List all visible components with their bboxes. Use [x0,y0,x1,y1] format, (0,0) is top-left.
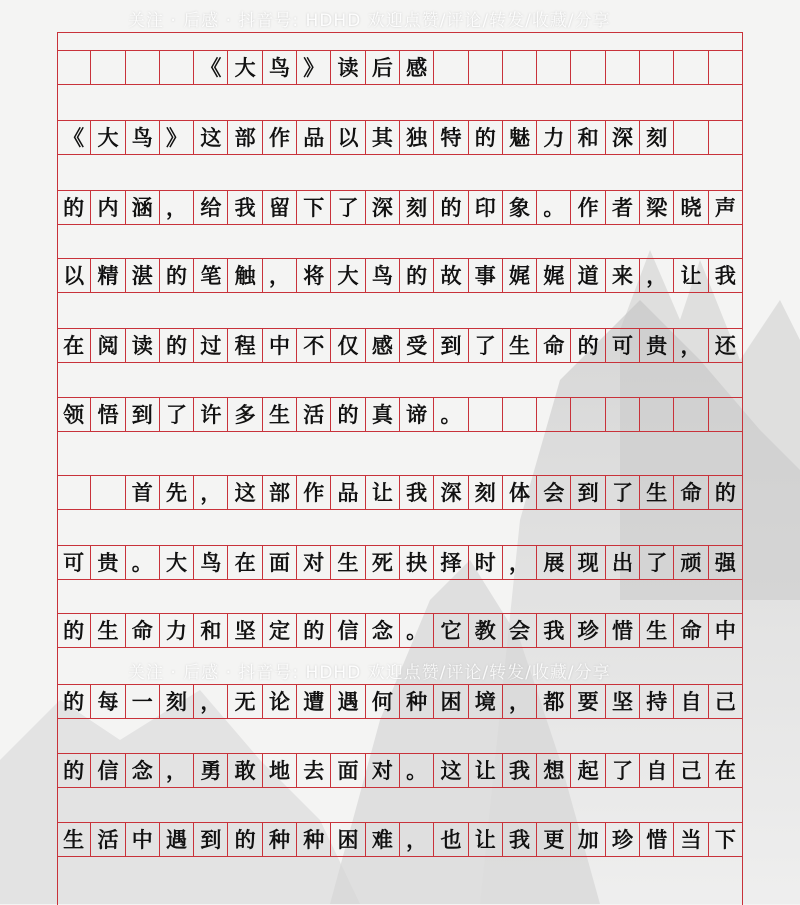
character-cell: 让 [469,822,503,856]
empty-cell [503,50,537,84]
character-cell: 生 [263,397,297,431]
character-cell: 刻 [160,684,194,718]
grid-rule [57,431,743,432]
character-cell: 持 [640,684,674,718]
character-cell: 声 [709,190,743,224]
character-cell: 每 [91,684,125,718]
character-cell: 在 [709,753,743,787]
empty-cell [674,120,708,154]
character-cell: 地 [263,753,297,787]
character-cell: 道 [572,258,606,292]
character-cell: 生 [503,328,537,362]
character-cell: 深 [606,120,640,154]
character-cell: 》 [160,120,194,154]
character-cell: 现 [572,545,606,579]
watermark-middle: 关注 · 后感 · 抖音号: HDHD 欢迎点赞/评论/转发/收藏/分享 [128,663,611,683]
grid-rule [57,292,743,293]
character-cell: 的 [160,328,194,362]
character-cell: 中 [263,328,297,362]
character-cell: 命 [674,613,708,647]
character-cell: 和 [194,613,228,647]
character-cell: 先 [160,475,194,509]
character-cell: 悟 [91,397,125,431]
empty-cell [709,120,743,154]
empty-cell [160,50,194,84]
character-cell: ， [640,258,674,292]
character-cell: 面 [331,753,365,787]
grid-rule [57,856,743,857]
character-cell: 困 [434,684,468,718]
character-cell: 定 [263,613,297,647]
character-cell: 刻 [640,120,674,154]
character-cell: 遭 [297,684,331,718]
character-cell: 将 [297,258,331,292]
character-cell: 了 [606,753,640,787]
character-cell: 。 [434,397,468,431]
character-cell: 可 [57,545,91,579]
character-cell: 它 [434,613,468,647]
character-cell: ， [160,753,194,787]
character-cell: 大 [229,50,263,84]
character-cell: 仅 [331,328,365,362]
character-cell: 这 [434,753,468,787]
character-cell: 可 [606,328,640,362]
grid-rule [57,362,743,363]
character-cell: 命 [674,475,708,509]
character-cell: 我 [537,613,571,647]
character-cell: 的 [400,258,434,292]
character-cell: 。 [400,613,434,647]
empty-cell [606,397,640,431]
character-cell: 娓 [537,258,571,292]
character-cell: 的 [297,613,331,647]
watermark-top: 关注 · 后感 · 抖音号: HDHD 欢迎点赞/评论/转发/收藏/分享 [128,11,611,31]
character-cell: 到 [194,822,228,856]
character-cell: 和 [572,120,606,154]
character-cell: 惜 [606,613,640,647]
character-cell: 受 [400,328,434,362]
character-cell: 遇 [160,822,194,856]
character-cell: 这 [229,475,263,509]
character-cell: 面 [263,545,297,579]
character-cell: 中 [709,613,743,647]
character-cell: 体 [503,475,537,509]
character-cell: 种 [400,684,434,718]
character-cell: 精 [91,258,125,292]
character-cell: 鸟 [194,545,228,579]
empty-cell [469,397,503,431]
character-cell: 领 [57,397,91,431]
character-cell: 的 [434,190,468,224]
text-row [57,397,743,431]
character-cell: 阅 [91,328,125,362]
character-cell: ， [400,822,434,856]
character-cell: 让 [366,475,400,509]
empty-cell [57,50,91,84]
character-cell: 鸟 [263,50,297,84]
character-cell: 感 [400,50,434,84]
empty-cell [91,475,125,509]
character-cell: 生 [57,822,91,856]
character-cell: 许 [194,397,228,431]
character-cell: 还 [709,328,743,362]
text-row [57,753,743,787]
character-cell: 在 [57,328,91,362]
character-cell: 其 [366,120,400,154]
character-cell: 的 [709,475,743,509]
grid-rule [57,154,743,155]
empty-cell [674,397,708,431]
character-cell: 信 [91,753,125,787]
character-cell: 对 [366,753,400,787]
character-cell: 贵 [91,545,125,579]
character-cell: 刻 [469,475,503,509]
empty-cell [640,397,674,431]
grid-rule [57,787,743,788]
empty-cell [537,397,571,431]
text-row [57,475,743,509]
character-cell: 抉 [400,545,434,579]
character-cell: 留 [263,190,297,224]
character-cell: 的 [160,258,194,292]
character-cell: 了 [606,475,640,509]
empty-cell [572,50,606,84]
character-cell: 念 [366,613,400,647]
character-cell: ， [503,684,537,718]
character-cell: 魅 [503,120,537,154]
character-cell: 无 [229,684,263,718]
character-cell: 《 [194,50,228,84]
text-row [57,684,743,718]
character-cell: 晓 [674,190,708,224]
character-cell: 读 [331,50,365,84]
character-cell: ， [263,258,297,292]
character-cell: 到 [434,328,468,362]
character-cell: 在 [229,545,263,579]
character-cell: 。 [400,753,434,787]
character-cell: 种 [263,822,297,856]
character-cell: 去 [297,753,331,787]
character-cell: 己 [674,753,708,787]
character-cell: 我 [503,753,537,787]
character-cell: ， [674,328,708,362]
character-cell: 时 [469,545,503,579]
character-cell: 真 [366,397,400,431]
character-cell: 我 [400,475,434,509]
character-cell: 难 [366,822,400,856]
text-row [57,328,743,362]
character-cell: 品 [331,475,365,509]
empty-cell [537,50,571,84]
character-cell: 择 [434,545,468,579]
character-cell: 下 [297,190,331,224]
character-cell: 的 [57,613,91,647]
character-cell: 涵 [126,190,160,224]
text-row [57,120,743,154]
character-cell: 事 [469,258,503,292]
character-cell: 加 [572,822,606,856]
character-cell: 以 [331,120,365,154]
character-cell: 的 [572,328,606,362]
character-cell: 何 [366,684,400,718]
character-cell: 了 [640,545,674,579]
character-cell: 程 [229,328,263,362]
character-cell: 我 [709,258,743,292]
character-cell: 的 [57,753,91,787]
grid-rule [57,84,743,85]
character-cell: ， [503,545,537,579]
character-cell: 了 [160,397,194,431]
character-cell: 到 [572,475,606,509]
character-cell: 以 [57,258,91,292]
empty-cell [503,397,537,431]
character-cell: 也 [434,822,468,856]
character-cell: 不 [297,328,331,362]
character-cell: 象 [503,190,537,224]
empty-cell [606,50,640,84]
character-cell: 珍 [572,613,606,647]
character-cell: 想 [537,753,571,787]
character-cell: 部 [229,120,263,154]
character-cell: 印 [469,190,503,224]
empty-cell [126,50,160,84]
empty-cell [709,50,743,84]
character-cell: 活 [91,822,125,856]
character-cell: 死 [366,545,400,579]
character-cell: 让 [674,258,708,292]
character-cell: 命 [126,613,160,647]
character-cell: 后 [366,50,400,84]
text-row [57,258,743,292]
character-cell: 鸟 [366,258,400,292]
character-cell: 要 [572,684,606,718]
character-cell: 的 [57,190,91,224]
character-cell: 遇 [331,684,365,718]
grid-rule [57,579,743,580]
character-cell: 深 [434,475,468,509]
character-cell: 生 [331,545,365,579]
character-cell: 内 [91,190,125,224]
character-cell: 会 [503,613,537,647]
character-cell: 对 [297,545,331,579]
character-cell: 这 [194,120,228,154]
character-cell: 故 [434,258,468,292]
character-cell: 《 [57,120,91,154]
character-cell: 大 [91,120,125,154]
character-cell: 惜 [640,822,674,856]
character-cell: 多 [229,397,263,431]
grid-rule [57,509,743,510]
character-cell: 坚 [229,613,263,647]
character-cell: 教 [469,613,503,647]
empty-cell [469,50,503,84]
character-cell: 强 [709,545,743,579]
character-cell: 鸟 [126,120,160,154]
text-row [57,190,743,224]
character-cell: 给 [194,190,228,224]
grid-rule [57,224,743,225]
character-cell: 当 [674,822,708,856]
character-cell: 大 [331,258,365,292]
character-cell: 命 [537,328,571,362]
text-row [57,822,743,856]
character-cell: 信 [331,613,365,647]
empty-cell [91,50,125,84]
character-cell: 下 [709,822,743,856]
empty-cell [674,50,708,84]
empty-cell [709,397,743,431]
character-cell: 会 [537,475,571,509]
character-cell: 让 [469,753,503,787]
character-cell: 的 [331,397,365,431]
character-cell: 坚 [606,684,640,718]
character-cell: 活 [297,397,331,431]
character-cell: 生 [640,475,674,509]
character-cell: 者 [606,190,640,224]
character-cell: 自 [640,753,674,787]
empty-cell [572,397,606,431]
empty-cell [434,50,468,84]
character-cell: ， [160,190,194,224]
character-cell: 品 [297,120,331,154]
character-cell: 论 [263,684,297,718]
character-cell: 到 [126,397,160,431]
character-cell: 。 [126,545,160,579]
character-cell: 的 [57,684,91,718]
character-cell: 己 [709,684,743,718]
character-cell: 展 [537,545,571,579]
character-cell: 读 [126,328,160,362]
character-cell: 种 [297,822,331,856]
character-cell: 的 [229,822,263,856]
character-cell: 我 [503,822,537,856]
character-cell: 顽 [674,545,708,579]
text-row [57,545,743,579]
character-cell: 更 [537,822,571,856]
character-cell: 湛 [126,258,160,292]
character-cell: 自 [674,684,708,718]
character-cell: 困 [331,822,365,856]
character-cell: ， [194,684,228,718]
character-cell: 生 [640,613,674,647]
character-cell: 勇 [194,753,228,787]
empty-cell [57,475,91,509]
character-cell: 力 [537,120,571,154]
character-cell: 特 [434,120,468,154]
character-cell: 珍 [606,822,640,856]
character-cell: 作 [263,120,297,154]
character-cell: 出 [606,545,640,579]
character-cell: 》 [297,50,331,84]
text-row [57,613,743,647]
character-cell: 作 [572,190,606,224]
character-cell: 了 [469,328,503,362]
character-cell: 笔 [194,258,228,292]
empty-cell [640,50,674,84]
character-cell: 深 [366,190,400,224]
grid-rule [57,718,743,719]
character-cell: 一 [126,684,160,718]
character-cell: 独 [400,120,434,154]
character-cell: 谛 [400,397,434,431]
character-cell: 过 [194,328,228,362]
character-cell: 生 [91,613,125,647]
grid-rule [57,647,743,648]
character-cell: ， [194,475,228,509]
character-cell: 作 [297,475,331,509]
character-cell: 敢 [229,753,263,787]
title-row [57,50,743,84]
character-cell: 我 [229,190,263,224]
character-cell: 中 [126,822,160,856]
character-cell: 梁 [640,190,674,224]
character-cell: 大 [160,545,194,579]
character-cell: 来 [606,258,640,292]
character-cell: 。 [537,190,571,224]
character-cell: 首 [126,475,160,509]
character-cell: 刻 [400,190,434,224]
character-cell: 起 [572,753,606,787]
character-cell: 了 [331,190,365,224]
character-cell: 念 [126,753,160,787]
character-cell: 感 [366,328,400,362]
character-cell: 娓 [503,258,537,292]
character-cell: 的 [469,120,503,154]
character-cell: 力 [160,613,194,647]
character-cell: 贵 [640,328,674,362]
character-cell: 都 [537,684,571,718]
character-cell: 境 [469,684,503,718]
character-cell: 部 [263,475,297,509]
character-cell: 触 [229,258,263,292]
